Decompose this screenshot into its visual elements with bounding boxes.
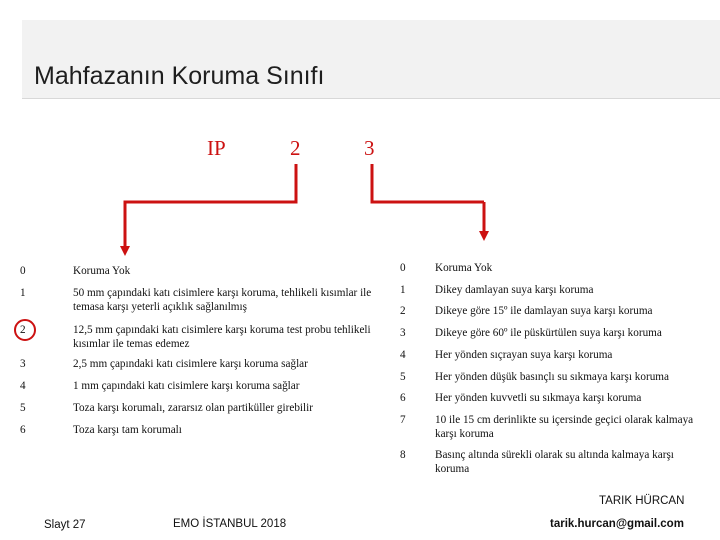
item-number: 4 bbox=[400, 349, 406, 361]
slide-title: Mahfazanın Koruma Sınıfı bbox=[34, 62, 325, 90]
item-text: 12,5 mm çapındaki katı cisimlere karşı koruma test probu tehlikeli kısımlar ile temas edemez bbox=[73, 324, 371, 350]
item-text: Koruma Yok bbox=[73, 265, 131, 277]
item-text: 1 mm çapındaki katı cisimlere karşı koruma sağlar bbox=[73, 380, 300, 392]
item-number: 0 bbox=[20, 265, 26, 277]
item-text: Koruma Yok bbox=[435, 262, 493, 274]
ip-first-digit: 2 bbox=[290, 136, 301, 160]
item-number: 5 bbox=[400, 371, 406, 383]
item-text: 50 mm çapındaki katı cisimlere karşı koruma, tehlikeli kısımlar ile temasa karşı yeterli açıklık sağlanılmış bbox=[73, 287, 372, 313]
item-number: 0 bbox=[400, 262, 406, 274]
item-text: Dikeye göre 15º ile damlayan suya karşı koruma bbox=[435, 305, 653, 317]
author-email: tarik.hurcan@gmail.com bbox=[550, 518, 684, 530]
item-number: 3 bbox=[20, 358, 26, 370]
item-number: 3 bbox=[400, 327, 406, 339]
item-number: 6 bbox=[400, 392, 406, 404]
item-text: Toza karşı korumalı, zararsız olan partiküller girebilir bbox=[73, 402, 313, 414]
item-number: 2 bbox=[20, 324, 26, 336]
ip-second-digit: 3 bbox=[364, 136, 375, 160]
item-text: 2,5 mm çapındaki katı cisimlere karşı koruma sağlar bbox=[73, 358, 308, 370]
item-text: Her yönden sıçrayan suya karşı koruma bbox=[435, 349, 613, 361]
item-number: 5 bbox=[20, 402, 26, 414]
item-text: Dikeye göre 60º ile püskürtülen suya karşı koruma bbox=[435, 327, 662, 339]
item-number: 4 bbox=[20, 380, 26, 392]
item-text: Her yönden kuvvetli su sıkmaya karşı koruma bbox=[435, 392, 642, 404]
item-text: Dikey damlayan suya karşı koruma bbox=[435, 284, 594, 296]
item-number: 1 bbox=[20, 287, 26, 299]
item-text: Her yönden düşük basınçlı su sıkmaya karşı koruma bbox=[435, 371, 669, 383]
item-number: 6 bbox=[20, 424, 26, 436]
item-text: Basınç altında sürekli olarak su altında kalmaya karşı koruma bbox=[435, 449, 674, 475]
author-name: TARIK HÜRCAN bbox=[599, 495, 685, 507]
slide-number: Slayt 27 bbox=[44, 519, 86, 531]
item-text: 10 ile 15 cm derinlikte su içersinde geçici olarak kalmaya karşı koruma bbox=[435, 414, 694, 440]
item-number: 2 bbox=[400, 305, 406, 317]
item-number: 7 bbox=[400, 414, 406, 426]
item-text: Toza karşı tam korumalı bbox=[73, 424, 182, 436]
item-number: 1 bbox=[400, 284, 406, 296]
event-name: EMO İSTANBUL 2018 bbox=[173, 518, 287, 530]
first-digit-connector bbox=[125, 164, 296, 251]
item-number: 8 bbox=[400, 449, 406, 461]
second-digit-connector bbox=[372, 164, 484, 202]
ip-prefix: IP bbox=[207, 136, 226, 160]
